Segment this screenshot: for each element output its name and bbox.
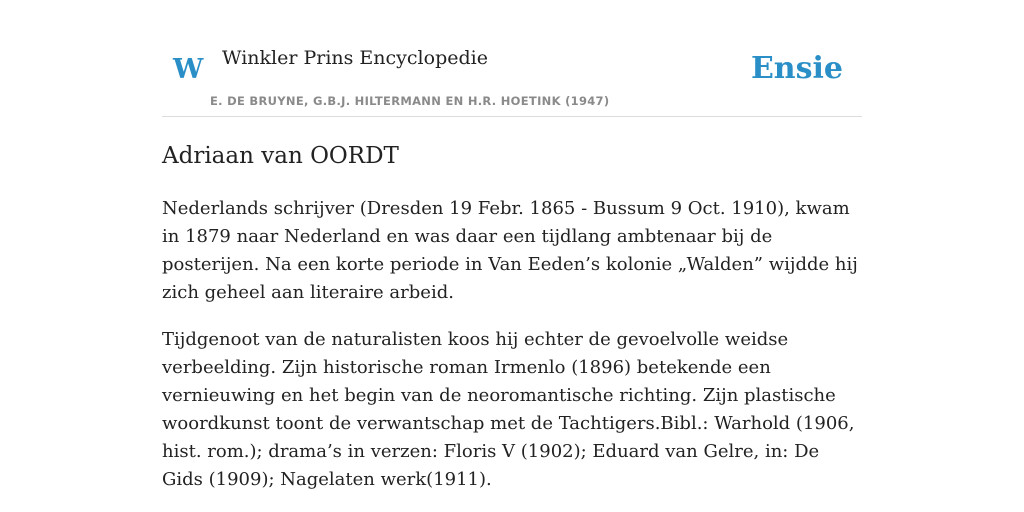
publication-authors: E. DE BRUYNE, G.B.J. HILTERMANN EN H.R. HOETINK (1947)	[210, 94, 610, 108]
article-title: Adriaan van OORDT	[162, 143, 399, 169]
winkler-prins-logo[interactable]: W	[173, 54, 204, 85]
article-paragraph-2: Tijdgenoot van de naturalisten koos hij echter de gevoelvolle weidse verbeelding. Zijn historische roman Irmenlo (1896) betekende een vernieuwing en het begin van de neoromantische richting. Zijn plastische woordkunst toont de verwantschap met de Tachtigers.Bibl.: Warhold (1906, hist. rom.); drama’s in verzen: Floris V (1902); Eduard van Gelre, in: De Gids (1909); Nagelaten werk(1911).	[162, 329, 855, 490]
ensie-brand-link[interactable]: Ensie	[750, 51, 843, 86]
publication-title[interactable]: Winkler Prins Encyclopedie	[222, 47, 488, 69]
article-paragraph-1: Nederlands schrijver (Dresden 19 Febr. 1865 - Bussum 9 Oct. 1910), kwam in 1879 naar Nederland en was daar een tijdlang ambtenaar bij de posterijen. Na een korte periode in Van Eeden’s kolonie „Walden” wijdde hij zich geheel aan literaire arbeid.	[162, 198, 858, 303]
page-content	[162, 0, 862, 494]
publication-header	[162, 0, 862, 117]
